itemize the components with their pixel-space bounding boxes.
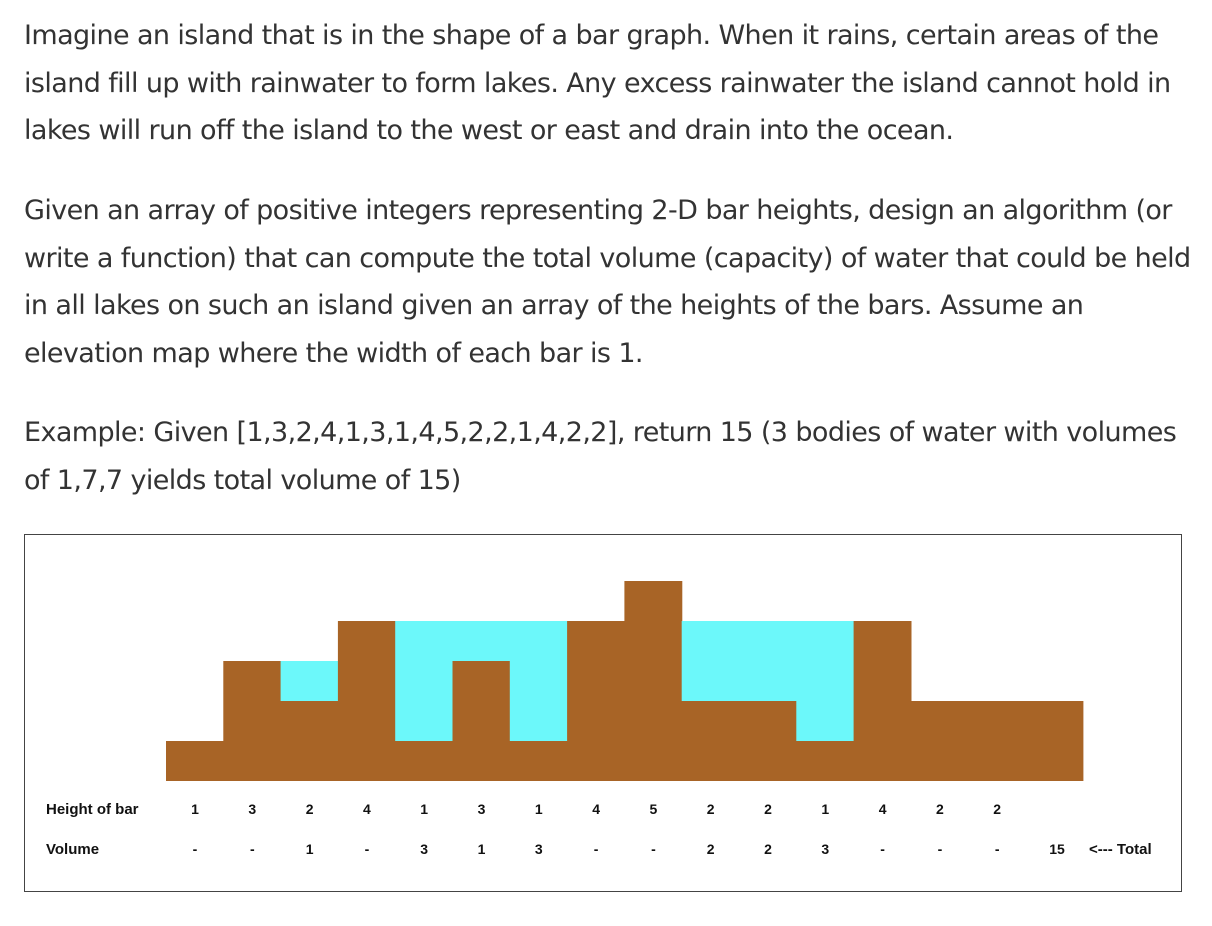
- bar: [453, 661, 511, 781]
- intro-paragraph: Imagine an island that is in the shape of a bar graph. When it rains, certain areas of the island fill up with rainwater to form lakes. Any excess rainwater the island cannot hold in lakes will run off the island to the west or east and drain into the ocean.: [24, 20, 1171, 146]
- water-cell: [510, 621, 568, 741]
- height-value: 4: [878, 801, 887, 817]
- height-value: 2: [993, 801, 1002, 817]
- volume-row-label: Volume: [46, 841, 100, 858]
- volume-value: 2: [706, 841, 715, 857]
- island-bar-chart: [24, 534, 1182, 892]
- volume-value: -: [249, 841, 255, 857]
- bar: [338, 621, 396, 781]
- bar: [682, 701, 740, 781]
- height-value: 5: [649, 801, 658, 817]
- height-value: 1: [821, 801, 830, 817]
- example-paragraph: Example: Given [1,3,2,4,1,3,1,4,5,2,2,1,4,2,2], return 15 (3 bodies of water with volumes of 1,7,7 yields total volume of 15): [24, 417, 1177, 496]
- total-value: 15: [1049, 841, 1065, 857]
- height-value: 3: [477, 801, 486, 817]
- problem-paragraph: Given an array of positive integers representing 2-D bar heights, design an algorithm (or write a function) that can compute the total volume (capacity) of water that could be held in all lakes on such an island given an array of the heights of the bars. Assume an elevation map where the width of each bar is 1.: [24, 195, 1191, 369]
- height-row-label: Height of bar: [46, 801, 139, 818]
- height-value: 4: [363, 801, 371, 817]
- bar: [854, 621, 912, 781]
- water-cell: [281, 661, 339, 701]
- volume-value: 1: [305, 841, 314, 857]
- bar: [911, 701, 969, 781]
- volume-value: -: [364, 841, 370, 857]
- volume-value: -: [937, 841, 943, 857]
- height-value: 3: [248, 801, 257, 817]
- chart-canvas: [25, 535, 1181, 891]
- bar: [739, 701, 797, 781]
- height-value: 2: [305, 801, 314, 817]
- bar: [624, 581, 682, 781]
- volume-value: -: [880, 841, 885, 857]
- height-value: 2: [764, 801, 772, 817]
- volume-value: 3: [420, 841, 429, 857]
- volume-value: -: [994, 841, 1000, 857]
- height-value: 1: [534, 801, 543, 817]
- height-value: 2: [936, 801, 944, 817]
- volume-value: -: [651, 841, 656, 857]
- bar: [223, 661, 281, 781]
- bar: [796, 741, 854, 781]
- bar: [510, 741, 568, 781]
- water-cell: [453, 621, 511, 661]
- bar: [166, 741, 224, 781]
- volume-value: -: [593, 841, 599, 857]
- water-cell: [395, 621, 453, 741]
- water-cell: [682, 621, 740, 701]
- bar: [968, 701, 1083, 781]
- volume-value: 3: [534, 841, 543, 857]
- water-cell: [739, 621, 797, 701]
- volume-value: -: [192, 841, 198, 857]
- volume-value: 1: [477, 841, 486, 857]
- bar: [395, 741, 453, 781]
- water-cell: [796, 621, 854, 741]
- total-label: <--- Total: [1089, 841, 1152, 858]
- volume-value: 3: [821, 841, 830, 857]
- bar: [567, 621, 625, 781]
- height-value: 1: [191, 801, 199, 817]
- height-value: 4: [592, 801, 600, 817]
- height-value: 2: [706, 801, 715, 817]
- volume-value: 2: [764, 841, 772, 857]
- height-value: 1: [420, 801, 429, 817]
- bar: [281, 701, 339, 781]
